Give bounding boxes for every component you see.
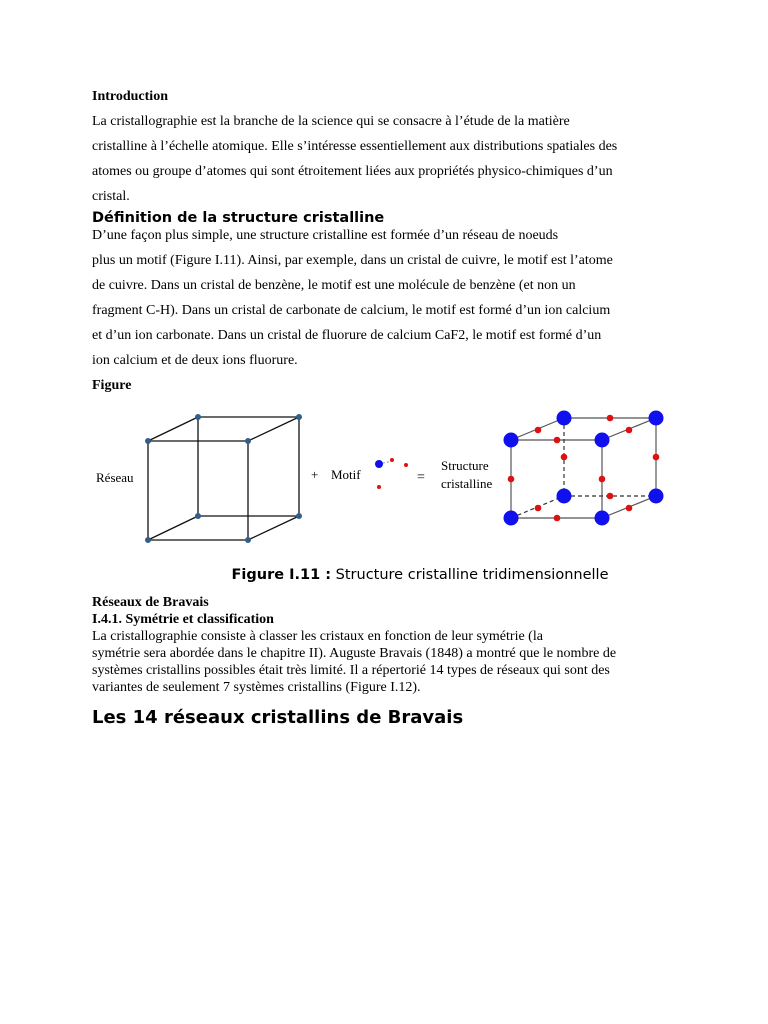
definition-line: ion calcium et de deux ions fluorure. [92,353,298,368]
reseau-label: Réseau [96,470,134,485]
figure-label: Figure [92,378,132,393]
plus-sign: + [311,467,319,482]
document-page [92,84,692,729]
intro-line: atomes ou groupe d’atomes qui sont étroitement liées aux propriétés physico-chimiques d’un [92,164,613,179]
intro-line: cristalline à l’échelle atomique. Elle s’intéresse essentiellement aux distributions spatiales des [92,139,618,154]
bravais-title: Les 14 réseaux cristallins de Bravais [92,707,464,728]
structure-label-line1: Structure [441,458,489,473]
lattice-nodes [145,414,302,543]
definition-line: fragment C-H). Dans un cristal de carbonate de calcium, le motif est formé d’un ion calcium [92,303,611,318]
bravais-line: systèmes cristallins possibles était très limité. Il a répertorié 14 types de réseaux qui sont des [92,663,610,678]
crystal-structure-figure [92,398,692,566]
caption-label: Figure I.11 : [231,567,332,583]
motif-label: Motif [331,467,361,482]
definition-line: plus un motif (Figure I.11). Ainsi, par exemple, dans un cristal de cuivre, le motif est l’atome [92,253,613,268]
definition-line: D’une façon plus simple, une structure cristalline est formée d’un réseau de noeuds [92,228,559,243]
bravais-line: La cristallographie consiste à classer les cristaux en fonction de leur symétrie (la [92,629,543,644]
definition-line: et d’un ion carbonate. Dans un cristal de fluorure de calcium CaF2, le motif est formé d’un [92,328,602,343]
structure-label-line2: cristalline [441,476,493,491]
figure-caption [120,566,720,584]
definition-heading: Définition de la structure cristalline [92,210,385,226]
bravais-heading: Réseaux de Bravais [92,595,209,610]
intro-line: La cristallographie est la branche de la science qui se consacre à l’étude de la matière [92,114,570,129]
equals-sign: = [417,470,425,485]
figure-diagram [92,398,692,566]
bravais-line: variantes de seulement 7 systèmes cristallins (Figure I.12). [92,680,421,695]
intro-line: cristal. [92,189,130,204]
lattice-cube [148,417,299,540]
motif-molecule [375,458,408,489]
intro-heading: Introduction [92,89,168,104]
bravais-line: symétrie sera abordée dans le chapitre II). Auguste Bravais (1848) a montré que le nombre de [92,646,617,661]
crystal-structure [504,411,664,526]
caption-text: Structure cristalline tridimensionnelle [331,567,609,583]
bravais-subheading: I.4.1. Symétrie et classification [92,612,274,627]
definition-line: de cuivre. Dans un cristal de benzène, le motif est une molécule de benzène (et non un [92,278,576,293]
